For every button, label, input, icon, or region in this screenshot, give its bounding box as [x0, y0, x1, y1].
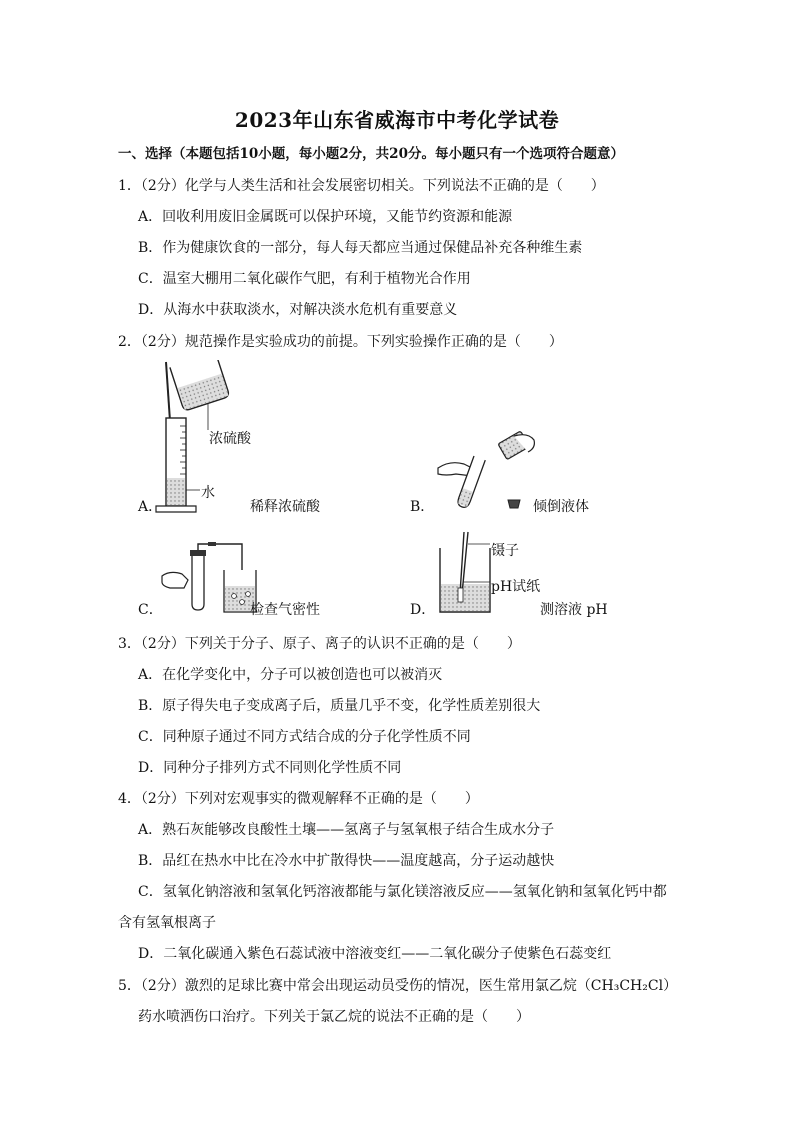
question-1-option-d: D．从海水中获取淡水，对解决淡水危机有重要意义 [138, 302, 458, 318]
figure-d-caption: 测溶液 pH [540, 602, 608, 618]
question-1-stem: 1．（2分）化学与人类生活和社会发展密切相关。下列说法不正确的是（ ） [118, 178, 605, 194]
question-1-option-a: A．回收利用废旧金属既可以保护环境，又能节约资源和能源 [138, 209, 513, 225]
figure-d-label-tweezers: 镊子 [491, 543, 519, 559]
figure-a-letter: A． [138, 499, 163, 515]
page-title: 2023年山东省威海市中考化学试卷 [234, 108, 560, 132]
question-1-option-b: B．作为健康饮食的一部分，每人每天都应当通过保健品补充各种维生素 [138, 240, 583, 256]
figure-c-airtightness [160, 540, 260, 616]
question-3-option-b: B．原子得失电子变成离子后，质量几乎不变，化学性质差别很大 [138, 698, 541, 714]
figure-b-caption: 倾倒液体 [533, 499, 589, 515]
question-4-option-a: A．熟石灰能够改良酸性土壤——氢离子与氢氧根子结合生成水分子 [138, 822, 555, 838]
question-5-stem: 5．（2分）激烈的足球比赛中常会出现运动员受伤的情况，医生常用氯乙烷（CH₃CH₂Cl） [118, 978, 678, 994]
question-4-stem: 4．（2分）下列对宏观事实的微观解释不正确的是（ ） [118, 791, 479, 807]
figure-a-label-acid: 浓硫酸 [209, 431, 251, 447]
question-4-option-d: D．二氧化碳通入紫色石蕊试液中溶液变红——二氧化碳分子使紫色石蕊变红 [138, 946, 612, 962]
question-5-stem-cont: 药水喷洒伤口治疗。下列关于氯乙烷的说法不正确的是（ ） [138, 1009, 530, 1025]
figure-d-letter: D． [410, 602, 436, 618]
figure-a-caption: 稀释浓硫酸 [250, 499, 320, 515]
question-3-option-c: C．同种原子通过不同方式结合成的分子化学性质不同 [138, 729, 471, 745]
question-2-stem: 2．（2分）规范操作是实验成功的前提。下列实验操作正确的是（ ） [118, 334, 563, 350]
section-heading: 一、选择（本题包括10小题，每小题2分，共20分。每小题只有一个选项符合题意） [118, 146, 624, 162]
question-3-option-d: D．同种分子排列方式不同则化学性质不同 [138, 760, 402, 776]
question-4-option-c-cont: 含有氢氧根离子 [118, 915, 216, 931]
figure-c-caption: 检查气密性 [250, 602, 320, 618]
figure-b-letter: B． [410, 499, 435, 515]
question-3-option-a: A．在化学变化中，分子可以被创造也可以被消灭 [138, 667, 443, 683]
question-4-option-b: B．品红在热水中比在冷水中扩散得快——温度越高，分子运动越快 [138, 853, 555, 869]
figure-d-label-paper: pH试纸 [491, 579, 541, 595]
figure-b-pour-liquid [436, 430, 546, 514]
question-1-option-c: C．温室大棚用二氧化碳作气肥，有利于植物光合作用 [138, 271, 471, 287]
figure-c-letter: C． [138, 602, 163, 618]
question-4-option-c: C．氢氧化钠溶液和氢氧化钙溶液都能与氯化镁溶液反应——氢氧化钠和氢氧化钙中都 [138, 884, 667, 900]
question-3-stem: 3．（2分）下列关于分子、原子、离子的认识不正确的是（ ） [118, 636, 521, 652]
figure-a-label-water: 水 [201, 485, 215, 501]
